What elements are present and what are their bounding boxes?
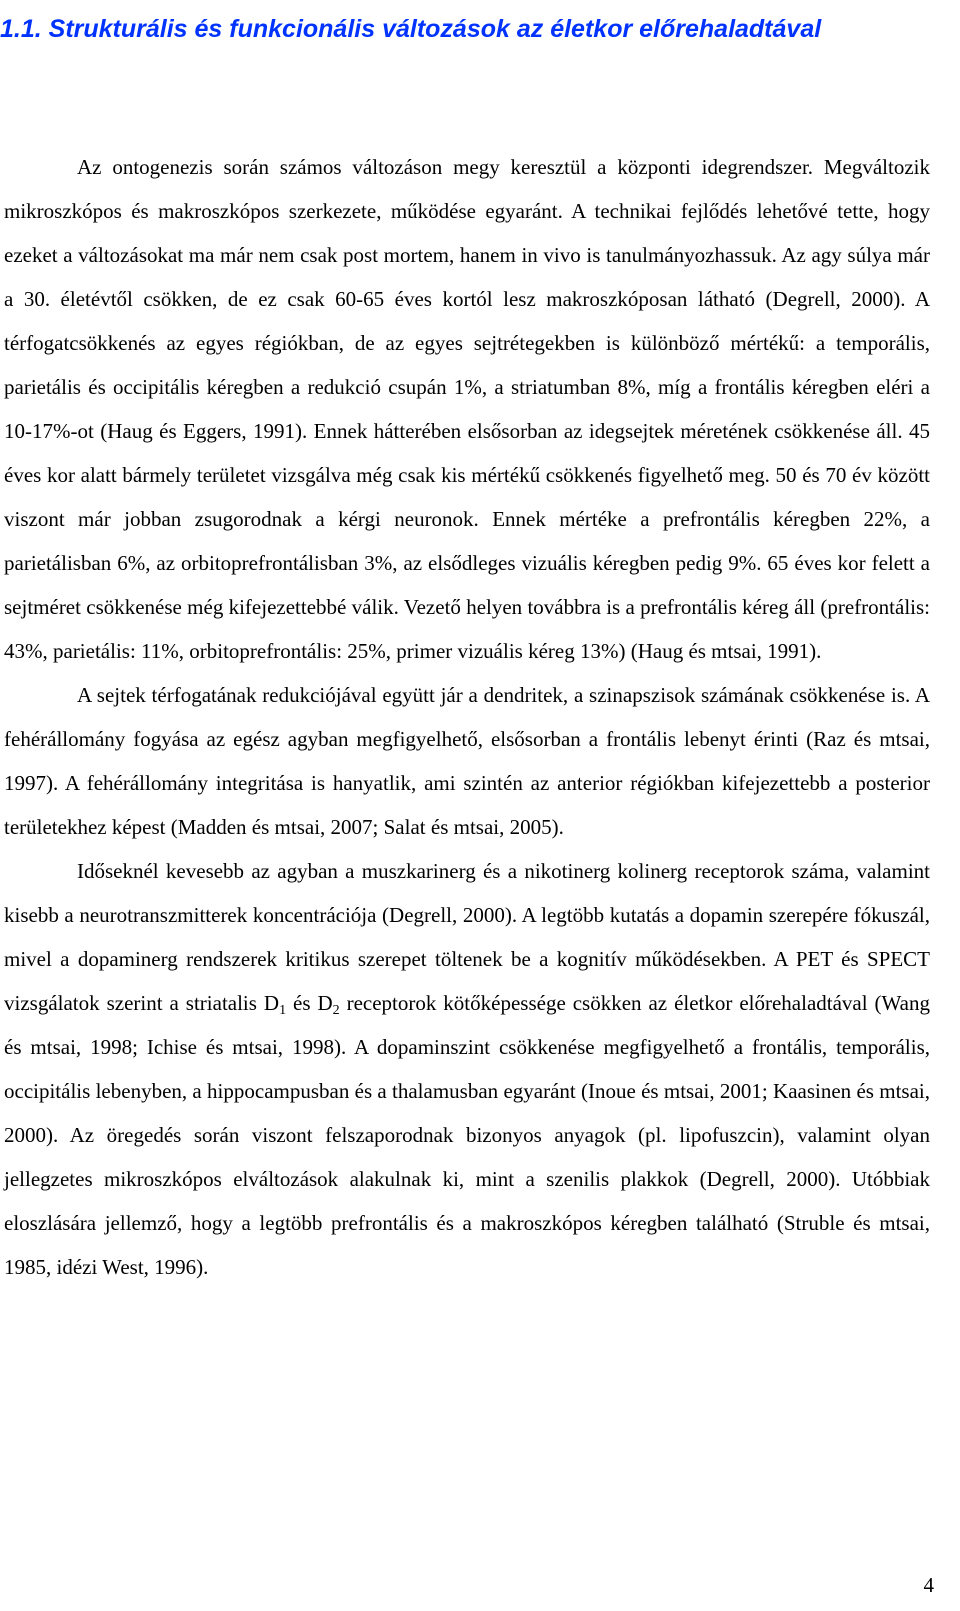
paragraph-text: receptorok kötőképessége csökken az életkor előrehaladtával (Wang és mtsai, 1998; Ichise és mtsai, 1998). A dopaminszint csökkenése megfigyelhető a frontális, temporális, occipitális lebenyben, a hippocampusban és a thalamusban egyaránt (Inoue és mtsai, 2001; Kaasinen és mtsai, 2000). Az öregedés során viszont felszaporodnak bizonyos anyagok (pl. lipofuszcin), valamint olyan jellegzetes mikroszkópos elváltozások alakulnak ki, mint a szenilis plakkok (Degrell, 2000). Utóbbiak eloszlására jellemző, hogy a legtöbb prefrontális és a makroszkópos kéregben található (Struble és mtsai, 1985, idézi West, 1996). <box>4 991 930 1279</box>
paragraph: Az ontogenezis során számos változáson megy keresztül a központi idegrendszer. Megváltozik mikroszkópos és makroszkópos szerkezete, működése egyaránt. A technikai fejlődés lehetővé tette, hogy ezeket a változásokat ma már nem csak post mortem, hanem in vivo is tanulmányozhassuk. Az agy súlya már a 30. életévtől csökken, de ez csak 60-65 éves kortól lesz makroszkóposan látható (Degrell, 2000). A térfogatcsökkenés az egyes régiókban, de az egyes sejtrétegekben is különböző mértékű: a temporális, parietális és occipitális kéregben a redukció csupán 1%, a striatumban 8%, míg a frontális kéregben eléri a 10-17%-ot (Haug és Eggers, 1991). Ennek hátterében elsősorban az idegsejtek méretének csökkenése áll. 45 éves kor alatt bármely területet vizsgálva még csak kis mértékű csökkenés figyelhető meg. 50 és 70 év között viszont már jobban zsugorodnak a kérgi neuronok. Ennek mértéke a prefrontális kéregben 22%, a parietálisban 6%, az orbitoprefrontálisban 3%, az elsődleges vizuális kéregben pedig 9%. 65 éves kor felett a sejtméret csökkenése még kifejezettebbé válik. Vezető helyen továbbra is a prefrontális kéreg áll (prefrontális: 43%, parietális: 11%, orbitoprefrontális: 25%, primer vizuális kéreg 13%) (Haug és mtsai, 1991). <box>4 155 930 663</box>
body-text <box>4 145 930 1289</box>
page-number: 4 <box>923 1573 934 1597</box>
paragraph: A sejtek térfogatának redukciójával együtt jár a dendritek, a szinapszisok számának csökkenése is. A fehérállomány fogyása az egész agyban megfigyelhető, elsősorban a frontális lebenyt érinti (Raz és mtsai, 1997). A fehérállomány integritása is hanyatlik, ami szintén az anterior régiókban kifejezettebb a posterior területekhez képest (Madden és mtsai, 2007; Salat és mtsai, 2005). <box>4 683 930 839</box>
paragraph-text: és D <box>286 991 333 1015</box>
paragraph-text: Időseknél kevesebb az agyban a muszkarinerg és a nikotinerg kolinerg receptorok száma, valamint kisebb a neurotranszmitterek koncentrációja (Degrell, 2000). A legtöbb kutatás a dopamin szerepére fókuszál, mivel a dopaminerg rendszerek kritikus szerepet töltenek be a kognitív működésekben. A PET és SPECT vizsgálatok szerint a striatalis D <box>4 859 930 1015</box>
subscript: 2 <box>332 1003 340 1018</box>
paragraph <box>4 849 930 1289</box>
subscript: 1 <box>279 1003 287 1018</box>
section-heading: 1.1. Strukturális és funkcionális változások az életkor előrehaladtával <box>0 15 822 43</box>
